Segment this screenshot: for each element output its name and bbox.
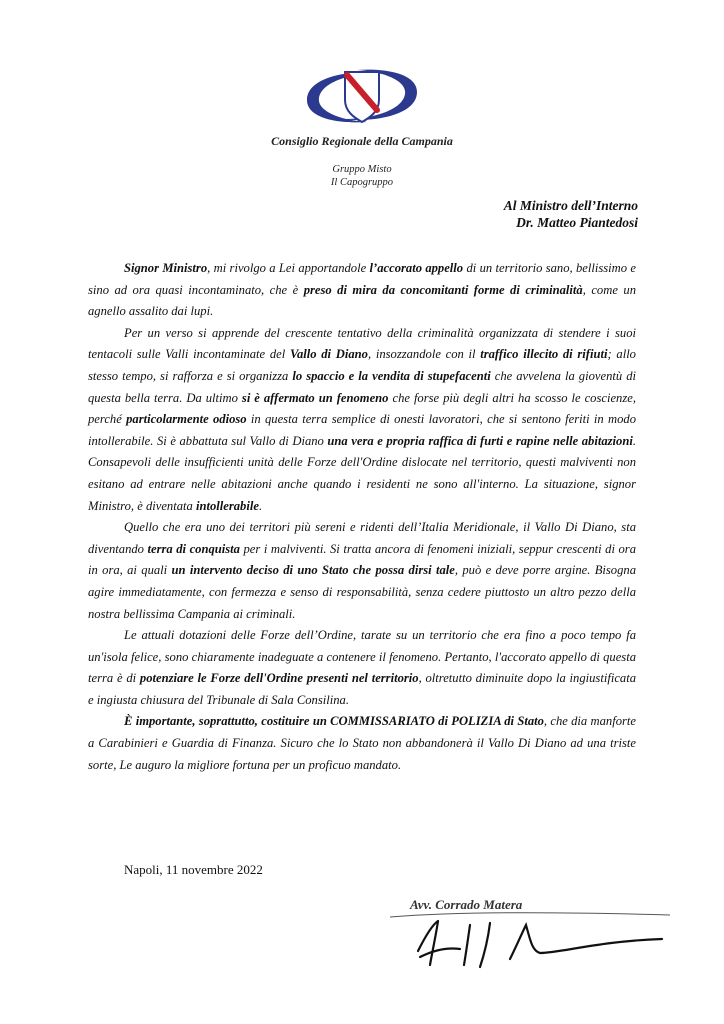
letter-date: Napoli, 11 novembre 2022 [124, 862, 263, 877]
group-info [0, 163, 724, 189]
bold-text: Signor Ministro [124, 261, 208, 275]
text-run: che forse più degli altri ha scosso le coscienze, perché [88, 390, 636, 427]
bold-text: una vera e propria raffica di furti e rapine nelle abitazioni [327, 433, 633, 448]
text-run: Per un verso si apprende del crescente tentativo della criminalità organizzata di stendere i suoi tentacoli sulle Valli incontaminate del [88, 325, 636, 362]
bold-text: un intervento deciso di uno Stato che possa dirsi tale [171, 563, 455, 578]
bold-text: potenziare le Forze dell'Ordine presenti nel territorio [139, 671, 419, 686]
paragraph-2 [88, 323, 636, 517]
text-run: . [258, 498, 263, 513]
bold-text: l’accorato appello [369, 261, 464, 275]
org-name: Consiglio Regionale della Campania [271, 134, 453, 148]
text-run: Le attuali dotazioni delle Forze dell’Ordine, tarate su un territorio che era fino a poco tempo fa un'isola felice, sono chiaramente inadeguate a contenere il fenomeno. Pertanto, l'accorato appello di questa terra è di [88, 628, 636, 686]
consiglio-regionale-logo [297, 60, 427, 132]
paragraph-3 [88, 517, 636, 625]
addressee-line-2: Dr. Matteo Piantedosi [516, 215, 638, 230]
bold-text: Vallo di Diano [289, 347, 368, 362]
bold-text: traffico illecito di rifiuti [480, 347, 608, 362]
letter-body [88, 258, 636, 776]
handwritten-signature [380, 895, 680, 975]
text-run: , insozzandole con il [367, 347, 481, 362]
text-run: , oltretutto diminuite dopo la ingiustificata e ingiusta chiusura del Tribunale di Sala Consilina. [88, 671, 636, 707]
group-line-1: Gruppo Misto [332, 164, 392, 175]
bold-text: particolarmente odioso [126, 412, 247, 427]
addressee [504, 197, 638, 231]
text-run: di un territorio sano, bellissimo e sino ad ora quasi incontaminato, che è [88, 261, 636, 297]
bold-text: È importante, soprattutto, costituire un COMMISSARIATO di POLIZIA di Stato [124, 714, 544, 729]
text-run: . Consapevoli delle insufficienti unità delle Forze dell'Ordine dislocate nel territorio, questi malviventi non esitano ad entrare nelle abitazioni anche quando i residenti ne sono all'interno. La situazione, signor Ministro, è diventata [88, 433, 636, 513]
paragraph-4 [88, 625, 636, 711]
paragraph-5 [88, 711, 636, 776]
text-run: , può e deve porre argine. Bisogna agire immediatamente, con fermezza e senso di responsabilità, senza cedere piuttosto un altro pezzo della nostra bellissima Campania ai criminali. [88, 563, 636, 621]
bold-text: preso di mira da concomitanti forme di criminalità [303, 282, 583, 297]
bold-text: intollerabile [195, 498, 259, 513]
text-run: per i malviventi. Si tratta ancora di fenomeni iniziali, seppur crescenti di ora in ora, ai quali [88, 541, 636, 578]
paragraph-1 [88, 258, 636, 323]
text-run: ; allo stesso tempo, si rafforza e si organizza [88, 347, 636, 383]
letterhead [0, 60, 724, 189]
text-run: Quello che era uno dei territori più sereni e ridenti dell’Italia Meridionale, il Vallo Di Diano, sta diventando [88, 520, 636, 556]
bold-text: si è affermato un fenomeno [241, 390, 389, 405]
text-run: , che dia manforte a Carabinieri e Guardia di Finanza. Sicuro che lo Stato non abbandonerà il Vallo Di Diano ad una triste sorte, Le auguro la migliore fortuna per un proficuo mandato. [88, 714, 636, 772]
text-run: , mi rivolgo a Lei apportandole [207, 261, 370, 275]
bold-text: terra di conquista [147, 541, 240, 556]
bold-text: lo spaccio e la vendita di stupefacenti [292, 368, 491, 383]
group-line-2: Il Capogruppo [330, 177, 394, 188]
signature-name: Avv. Corrado Matera [410, 897, 523, 912]
addressee-line-1: Al Ministro dell’Interno [503, 198, 638, 213]
text-run: che avvelena la gioventù di questa bella terra. Da ultimo [88, 368, 636, 405]
text-run: in questa terra semplice di onesti lavoratori, che si sentono feriti in modo intollerabile. Si è abbattuta sul Vallo di Diano [88, 412, 636, 448]
signature-block [380, 895, 680, 975]
text-run: , come un agnello assalito dai lupi. [88, 282, 636, 319]
